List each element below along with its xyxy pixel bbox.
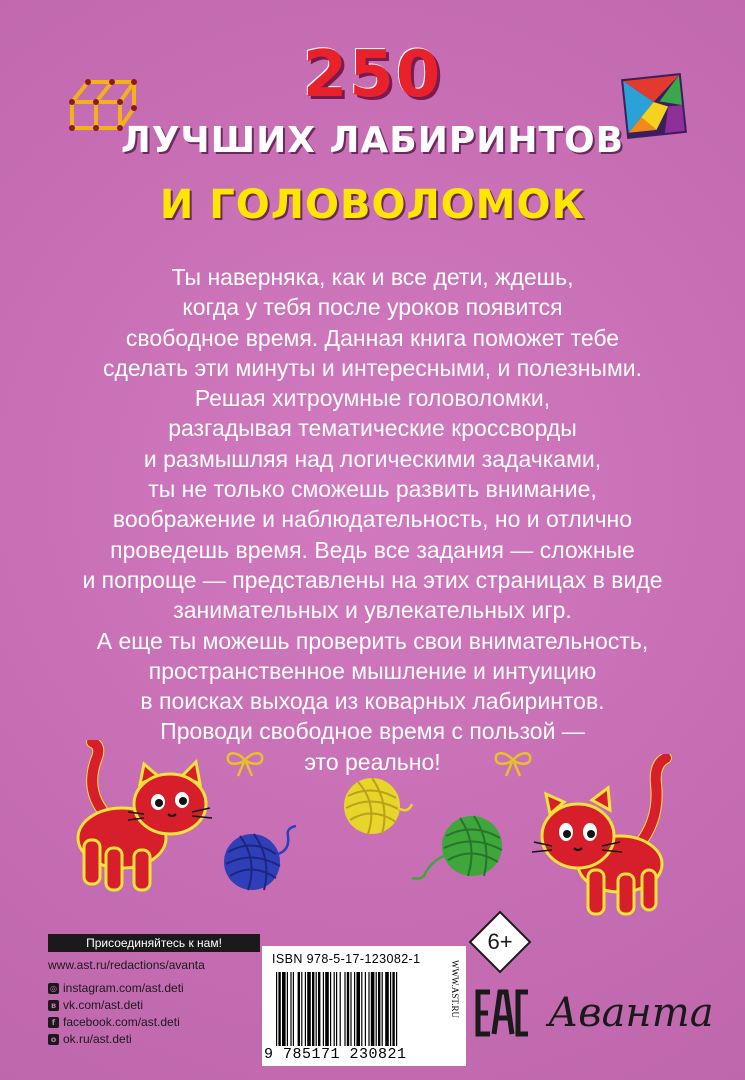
vertical-site-url: WWW.AST.RU [450, 960, 460, 1018]
social-link-instagram[interactable] [48, 980, 184, 997]
age-rating-badge [468, 910, 532, 974]
description-line: и размышляя над логическими задачками, [143, 445, 602, 472]
social-link-text: vk.com/ast.deti [63, 998, 144, 1012]
social-link-text: ok.ru/ast.deti [63, 1032, 132, 1046]
description-line: когда у тебя после уроков появится [182, 294, 563, 321]
barcode-area [262, 946, 466, 1066]
red-cat-left-illustration [62, 740, 224, 898]
publisher-logo: Аванта [548, 990, 714, 1036]
description-line: пространственное мышление и интуицию [148, 657, 597, 684]
red-cat-right-illustration [528, 754, 688, 920]
social-link-ok[interactable] [48, 1031, 184, 1048]
green-yarn-ball-icon [410, 808, 506, 880]
description-line: Решая хитроумные головоломки, [194, 385, 551, 412]
description-line: в поисках выхода из коварных лабиринтов. [140, 688, 605, 715]
description-line: Проводи свободное время с пользой — [160, 718, 585, 745]
social-link-text: facebook.com/ast.deti [63, 1015, 180, 1029]
ok-icon: o [48, 1034, 59, 1045]
description-line: ты не только сможешь развить внимание, [148, 476, 597, 503]
yellow-yarn-ball-icon [338, 774, 414, 838]
description-line: проведешь время. Ведь все задания — сложные [110, 536, 635, 563]
description-line: и попроще — представлены на этих страницах в виде [82, 566, 663, 593]
description-line: свободное время. Данная книга поможет тебе [125, 324, 620, 351]
description-text [40, 262, 705, 777]
age-rating-text: 6+ [487, 929, 513, 954]
isbn-label: ISBN 978-5-17-123082-1 [272, 952, 421, 966]
bow-icon [222, 748, 268, 778]
title-line-2: И ГОЛОВОЛОМОК [159, 182, 586, 228]
website-link[interactable]: www.ast.ru/redactions/avanta [48, 958, 205, 972]
social-link-facebook[interactable] [48, 1014, 184, 1031]
title-number: 250 [302, 38, 443, 112]
eac-certification-icon [474, 988, 532, 1038]
social-links [48, 980, 184, 1048]
description-line: разгадывая тематические кроссворды [168, 415, 577, 442]
blue-yarn-ball-icon [218, 824, 302, 894]
description-line: занимательных и увлекательных игр. [173, 597, 572, 624]
join-us-banner: Присоединяйтесь к нам! [48, 934, 260, 952]
social-link-vk[interactable] [48, 997, 184, 1014]
description-line: сделать эти минуты и интересными, и полезными. [102, 354, 642, 381]
social-link-text: instagram.com/ast.deti [63, 981, 184, 995]
title-line-1: ЛУЧШИХ ЛАБИРИНТОВ [120, 120, 625, 161]
barcode-digits: 9 785171 230821 [264, 1046, 407, 1063]
description-line: А еще ты можешь проверить свои внимательность, [96, 627, 649, 654]
instagram-icon: ◎ [48, 983, 59, 994]
vk-icon: в [48, 1000, 59, 1011]
barcode-icon [276, 972, 446, 1046]
description-line: воображение и наблюдательность, но и отлично [112, 506, 633, 533]
facebook-icon: f [48, 1017, 59, 1028]
description-line: это реально! [304, 748, 441, 775]
description-line: Ты наверняка, как и все дети, ждешь, [171, 264, 574, 290]
